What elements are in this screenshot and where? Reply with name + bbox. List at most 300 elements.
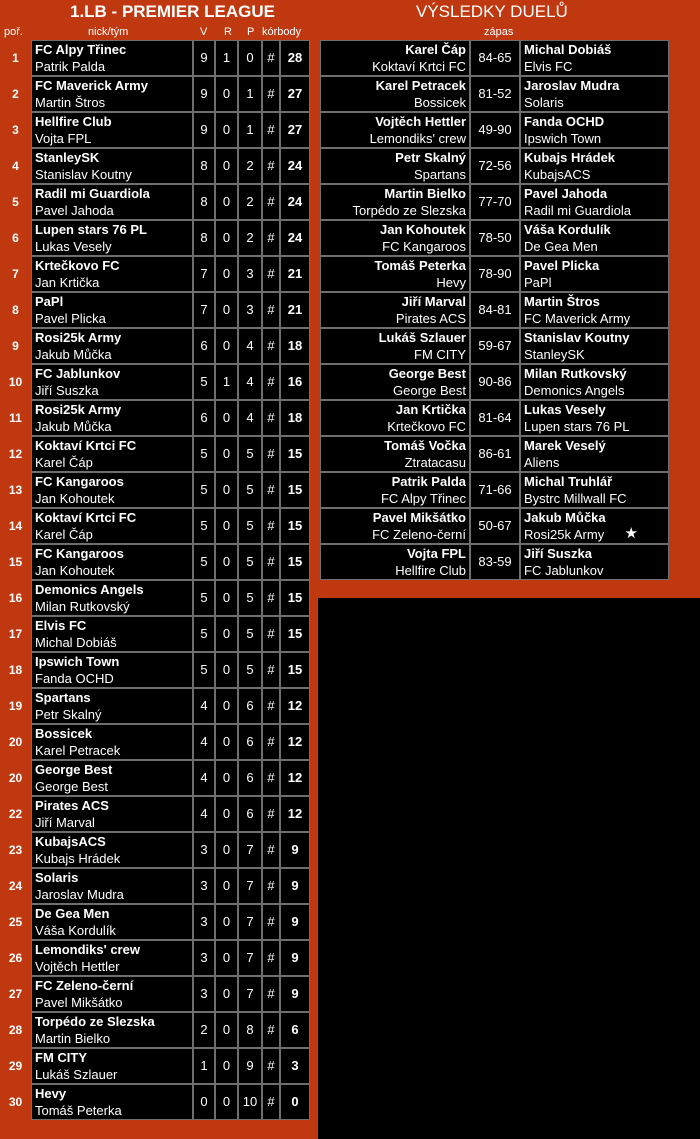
away-team: Aliens (524, 455, 560, 470)
losses-cell: 5 (238, 508, 262, 544)
position-number: 23 (8, 843, 23, 857)
points-cell: 27 (280, 76, 310, 112)
wins-cell: 8 (193, 148, 215, 184)
score-cell: # (262, 976, 280, 1012)
away-team: PaPl (524, 275, 552, 290)
position-number: 12 (8, 447, 23, 461)
draws-cell: 0 (215, 760, 238, 796)
away-team: Solaris (524, 95, 564, 110)
wins-cell: 9 (193, 112, 215, 148)
position-number: 19 (8, 699, 23, 713)
home-team: Pirates ACS (395, 311, 466, 326)
draws-cell: 0 (215, 868, 238, 904)
away-team: FC Jablunkov (524, 563, 604, 578)
nick-team-cell (31, 832, 193, 868)
duel-score: 84-81 (470, 292, 520, 328)
nick-team-cell (31, 472, 193, 508)
score-cell: # (262, 508, 280, 544)
score-cell: # (262, 940, 280, 976)
away-cell (520, 400, 669, 436)
away-manager: Pavel Jahoda (524, 186, 608, 201)
manager-name: Lukas Vesely (35, 239, 112, 254)
position-number: 26 (8, 951, 23, 965)
home-manager: Vojta FPL (407, 546, 466, 561)
wins-cell: 4 (193, 796, 215, 832)
team-nick: Lupen stars 76 PL (35, 222, 147, 237)
team-nick: PaPl (35, 294, 64, 309)
score-cell: # (262, 256, 280, 292)
team-nick: Pirates ACS (35, 798, 109, 813)
manager-name: Jan Kohoutek (35, 491, 115, 506)
standings-row (0, 328, 318, 364)
draws-cell: 0 (215, 688, 238, 724)
score-cell: # (262, 328, 280, 364)
draws-cell: 0 (215, 184, 238, 220)
standings-row (0, 616, 318, 652)
home-team: FC Zeleno-černí (372, 527, 466, 542)
draws-cell: 1 (215, 364, 238, 400)
duel-score: 72-56 (470, 148, 520, 184)
wins-cell: 1 (193, 1048, 215, 1084)
draws-cell: 0 (215, 976, 238, 1012)
home-cell (320, 400, 470, 436)
duel-row (318, 400, 700, 436)
duel-row (318, 292, 700, 328)
points-cell: 18 (280, 328, 310, 364)
position-number: 20 (8, 771, 23, 785)
away-cell (520, 184, 669, 220)
away-team: Rosi25k Army (524, 527, 605, 542)
draws-cell: 0 (215, 940, 238, 976)
away-team: Bystrc Millwall FC (524, 491, 627, 506)
away-cell (520, 148, 669, 184)
manager-name: Váša Kordulík (35, 923, 116, 938)
score-cell: # (262, 76, 280, 112)
duel-row (318, 184, 700, 220)
home-cell (320, 256, 470, 292)
manager-name: Pavel Jahoda (35, 203, 114, 218)
home-manager: Pavel Mikšátko (372, 510, 466, 525)
points-cell: 24 (280, 220, 310, 256)
duels-title: VÝSLEDKY DUELŮ (416, 2, 568, 21)
manager-name: Stanislav Koutny (35, 167, 132, 182)
home-team: Hellfire Club (395, 563, 466, 578)
team-nick: FC Alpy Třinec (35, 42, 127, 57)
standings-row (0, 436, 318, 472)
header-losses: P (247, 26, 255, 38)
team-nick: FC Jablunkov (35, 366, 121, 381)
losses-cell: 5 (238, 544, 262, 580)
manager-name: Vojtěch Hettler (35, 959, 120, 974)
wins-cell: 5 (193, 544, 215, 580)
losses-cell: 2 (238, 220, 262, 256)
team-nick: FC Maverick Army (35, 78, 148, 93)
score-cell: # (262, 760, 280, 796)
draws-cell: 0 (215, 292, 238, 328)
duel-score: 50-67 (470, 508, 520, 544)
losses-cell: 7 (238, 940, 262, 976)
standings-row (0, 796, 318, 832)
home-manager: Tomáš Peterka (374, 258, 466, 273)
points-cell: 16 (280, 364, 310, 400)
away-cell (520, 364, 669, 400)
standings-row (0, 940, 318, 976)
position-number: 18 (8, 663, 23, 677)
standings-row (0, 472, 318, 508)
draws-cell: 0 (215, 436, 238, 472)
away-cell (520, 436, 669, 472)
nick-team-cell (31, 904, 193, 940)
draws-cell: 0 (215, 652, 238, 688)
wins-cell: 6 (193, 400, 215, 436)
home-cell (320, 544, 470, 580)
score-cell: # (262, 1084, 280, 1120)
score-cell: # (262, 220, 280, 256)
points-cell: 12 (280, 796, 310, 832)
duel-row (318, 436, 700, 472)
team-nick: Hellfire Club (35, 114, 112, 129)
losses-cell: 5 (238, 580, 262, 616)
manager-name: Pavel Mikšátko (35, 995, 123, 1010)
points-cell: 0 (280, 1084, 310, 1120)
losses-cell: 7 (238, 976, 262, 1012)
score-cell: # (262, 472, 280, 508)
standings-row (0, 688, 318, 724)
draws-cell: 0 (215, 724, 238, 760)
manager-name: Jan Krtička (35, 275, 100, 290)
team-nick: Koktaví Krtci FC (35, 438, 137, 453)
away-team: Elvis FC (524, 59, 573, 74)
standings-row (0, 832, 318, 868)
nick-team-cell (31, 112, 193, 148)
home-team: Hevy (436, 275, 466, 290)
team-nick: Lemondiks' crew (35, 942, 140, 957)
points-cell: 15 (280, 580, 310, 616)
home-manager: Martin Bielko (384, 186, 466, 201)
home-cell (320, 184, 470, 220)
score-cell: # (262, 436, 280, 472)
points-cell: 12 (280, 724, 310, 760)
nick-team-cell (31, 1012, 193, 1048)
standings-row (0, 184, 318, 220)
manager-name: Pavel Plicka (35, 311, 106, 326)
home-cell (320, 508, 470, 544)
position-number: 7 (12, 267, 19, 281)
draws-cell: 0 (215, 904, 238, 940)
team-nick: Rosi25k Army (35, 330, 122, 345)
home-team: Ztratacasu (404, 455, 466, 470)
losses-cell: 4 (238, 400, 262, 436)
duel-score: 86-61 (470, 436, 520, 472)
position-number: 22 (8, 807, 23, 821)
draws-cell: 0 (215, 1048, 238, 1084)
draws-cell: 0 (215, 472, 238, 508)
points-cell: 6 (280, 1012, 310, 1048)
points-cell: 27 (280, 112, 310, 148)
position-number: 20 (8, 735, 23, 749)
draws-cell: 0 (215, 76, 238, 112)
points-cell: 9 (280, 868, 310, 904)
home-team: George Best (393, 383, 466, 398)
score-cell: # (262, 580, 280, 616)
team-nick: Bossicek (35, 726, 93, 741)
points-cell: 21 (280, 256, 310, 292)
losses-cell: 7 (238, 904, 262, 940)
wins-cell: 3 (193, 940, 215, 976)
away-manager: Jiří Suszka (524, 546, 592, 561)
home-manager: Lukáš Szlauer (378, 330, 466, 345)
draws-cell: 0 (215, 616, 238, 652)
home-cell (320, 112, 470, 148)
score-cell: # (262, 364, 280, 400)
manager-name: Tomáš Peterka (35, 1103, 122, 1118)
team-nick: FC Zeleno-černí (35, 978, 134, 993)
away-cell (520, 76, 669, 112)
points-cell: 9 (280, 904, 310, 940)
duel-row (318, 112, 700, 148)
away-manager: Lukas Vesely (524, 402, 606, 417)
duel-score: 49-90 (470, 112, 520, 148)
away-team: FC Maverick Army (524, 311, 631, 326)
score-cell: # (262, 724, 280, 760)
home-manager: Karel Čáp (405, 42, 466, 57)
points-cell: 15 (280, 544, 310, 580)
manager-name: Michal Dobiáš (35, 635, 117, 650)
position-number: 4 (12, 159, 19, 173)
wins-cell: 6 (193, 328, 215, 364)
away-manager: Martin Štros (524, 294, 600, 309)
position-number: 17 (8, 627, 23, 641)
manager-name: Milan Rutkovský (35, 599, 130, 614)
losses-cell: 1 (238, 112, 262, 148)
losses-cell: 5 (238, 616, 262, 652)
home-manager: Patrik Palda (391, 474, 466, 489)
score-cell: # (262, 688, 280, 724)
draws-cell: 0 (215, 508, 238, 544)
manager-name: Patrik Palda (35, 59, 106, 74)
draws-cell: 0 (215, 112, 238, 148)
score-cell: # (262, 832, 280, 868)
wins-cell: 5 (193, 580, 215, 616)
away-team: De Gea Men (524, 239, 598, 254)
away-cell (520, 40, 669, 76)
position-number: 11 (9, 411, 22, 425)
standings-row (0, 364, 318, 400)
nick-team-cell (31, 976, 193, 1012)
standings-row (0, 40, 318, 76)
losses-cell: 6 (238, 724, 262, 760)
home-manager: George Best (388, 366, 466, 381)
duel-row (318, 148, 700, 184)
team-nick: Koktaví Krtci FC (35, 510, 137, 525)
home-manager: Jiří Marval (401, 294, 466, 309)
position-number: 24 (8, 879, 23, 893)
standings-panel (0, 0, 318, 1139)
nick-team-cell (31, 184, 193, 220)
position-number: 9 (12, 339, 19, 353)
nick-team-cell (31, 328, 193, 364)
team-nick: FM CITY (35, 1050, 87, 1065)
nick-team-cell (31, 1084, 193, 1120)
standings-row (0, 580, 318, 616)
home-team: FC Kangaroos (382, 239, 466, 254)
wins-cell: 5 (193, 472, 215, 508)
nick-team-cell (31, 724, 193, 760)
home-cell (320, 220, 470, 256)
position-number: 1 (12, 51, 19, 65)
away-cell (520, 292, 669, 328)
manager-name: Petr Skalný (35, 707, 102, 722)
away-team: Ipswich Town (524, 131, 602, 146)
score-cell: # (262, 1012, 280, 1048)
points-cell: 9 (280, 940, 310, 976)
score-cell: # (262, 544, 280, 580)
standings-row (0, 868, 318, 904)
draws-cell: 0 (215, 220, 238, 256)
wins-cell: 3 (193, 976, 215, 1012)
nick-team-cell (31, 148, 193, 184)
losses-cell: 4 (238, 364, 262, 400)
standings-row (0, 1048, 318, 1084)
home-team: Spartans (413, 167, 466, 182)
wins-cell: 3 (193, 904, 215, 940)
wins-cell: 7 (193, 256, 215, 292)
points-cell: 15 (280, 472, 310, 508)
nick-team-cell (31, 868, 193, 904)
wins-cell: 8 (193, 184, 215, 220)
duel-score: 78-50 (470, 220, 520, 256)
wins-cell: 3 (193, 868, 215, 904)
duel-score: 78-90 (470, 256, 520, 292)
away-team: StanleySK (524, 347, 585, 362)
duel-row (318, 472, 700, 508)
duel-score: 59-67 (470, 328, 520, 364)
losses-cell: 9 (238, 1048, 262, 1084)
header-points: kórbody (262, 26, 302, 38)
standings-row (0, 148, 318, 184)
position-number: 2 (12, 87, 19, 101)
home-cell (320, 76, 470, 112)
losses-cell: 6 (238, 760, 262, 796)
home-cell (320, 472, 470, 508)
losses-cell: 6 (238, 688, 262, 724)
team-nick: Spartans (35, 690, 91, 705)
points-cell: 15 (280, 616, 310, 652)
wins-cell: 4 (193, 724, 215, 760)
points-cell: 21 (280, 292, 310, 328)
wins-cell: 9 (193, 40, 215, 76)
nick-team-cell (31, 256, 193, 292)
losses-cell: 0 (238, 40, 262, 76)
duel-score: 81-52 (470, 76, 520, 112)
away-cell (520, 256, 669, 292)
score-cell: # (262, 868, 280, 904)
points-cell: 24 (280, 148, 310, 184)
position-number: 28 (8, 1023, 23, 1037)
away-team: Radil mi Guardiola (524, 203, 631, 218)
losses-cell: 10 (238, 1084, 262, 1120)
away-manager: Fanda OCHD (524, 114, 605, 129)
duel-row (318, 328, 700, 364)
losses-cell: 1 (238, 76, 262, 112)
standings-row (0, 976, 318, 1012)
away-manager: Michal Dobiáš (524, 42, 612, 57)
team-nick: Rosi25k Army (35, 402, 122, 417)
home-cell (320, 364, 470, 400)
duel-score: 90-86 (470, 364, 520, 400)
nick-team-cell (31, 76, 193, 112)
losses-cell: 5 (238, 652, 262, 688)
standings-row (0, 760, 318, 796)
away-team: KubajsACS (524, 167, 591, 182)
team-nick: Krtečkovo FC (35, 258, 120, 273)
standings-row (0, 292, 318, 328)
away-manager: Stanislav Koutny (524, 330, 630, 345)
wins-cell: 3 (193, 832, 215, 868)
away-manager: Michal Truhlář (524, 474, 613, 489)
nick-team-cell (31, 400, 193, 436)
header-match: zápas (484, 26, 514, 38)
draws-cell: 0 (215, 148, 238, 184)
home-team: Krtečkovo FC (387, 419, 466, 434)
team-nick: Ipswich Town (35, 654, 120, 669)
manager-name: George Best (35, 779, 108, 794)
nick-team-cell (31, 688, 193, 724)
away-cell (520, 544, 669, 580)
standings-row (0, 76, 318, 112)
home-team: FM CITY (414, 347, 466, 362)
position-number: 10 (8, 375, 23, 389)
losses-cell: 5 (238, 472, 262, 508)
standings-row (0, 904, 318, 940)
draws-cell: 0 (215, 1084, 238, 1120)
score-cell: # (262, 112, 280, 148)
nick-team-cell (31, 796, 193, 832)
score-cell: # (262, 400, 280, 436)
header-wins: V (200, 26, 208, 38)
position-number: 5 (12, 195, 19, 209)
home-team: Torpédo ze Slezska (352, 203, 466, 218)
duel-score: 71-66 (470, 472, 520, 508)
manager-name: Kubajs Hrádek (35, 851, 121, 866)
nick-team-cell (31, 220, 193, 256)
score-cell: # (262, 796, 280, 832)
header-position: poř. (4, 26, 23, 38)
draws-cell: 0 (215, 796, 238, 832)
points-cell: 3 (280, 1048, 310, 1084)
duel-row (318, 544, 700, 580)
points-cell: 12 (280, 760, 310, 796)
home-team: Koktaví Krtci FC (372, 59, 466, 74)
manager-name: Jiří Marval (35, 815, 95, 830)
losses-cell: 2 (238, 148, 262, 184)
header-nick-team: nick/tým (88, 26, 129, 38)
score-cell: # (262, 148, 280, 184)
wins-cell: 9 (193, 76, 215, 112)
points-cell: 28 (280, 40, 310, 76)
team-nick: Elvis FC (35, 618, 87, 633)
away-cell (520, 472, 669, 508)
wins-cell: 7 (193, 292, 215, 328)
team-nick: George Best (35, 762, 113, 777)
away-manager: Váša Kordulík (524, 222, 611, 237)
home-manager: Jan Kohoutek (380, 222, 466, 237)
losses-cell: 4 (238, 328, 262, 364)
draws-cell: 1 (215, 40, 238, 76)
points-cell: 24 (280, 184, 310, 220)
manager-name: Karel Čáp (35, 455, 93, 470)
manager-name: Jakub Můčka (35, 347, 112, 362)
